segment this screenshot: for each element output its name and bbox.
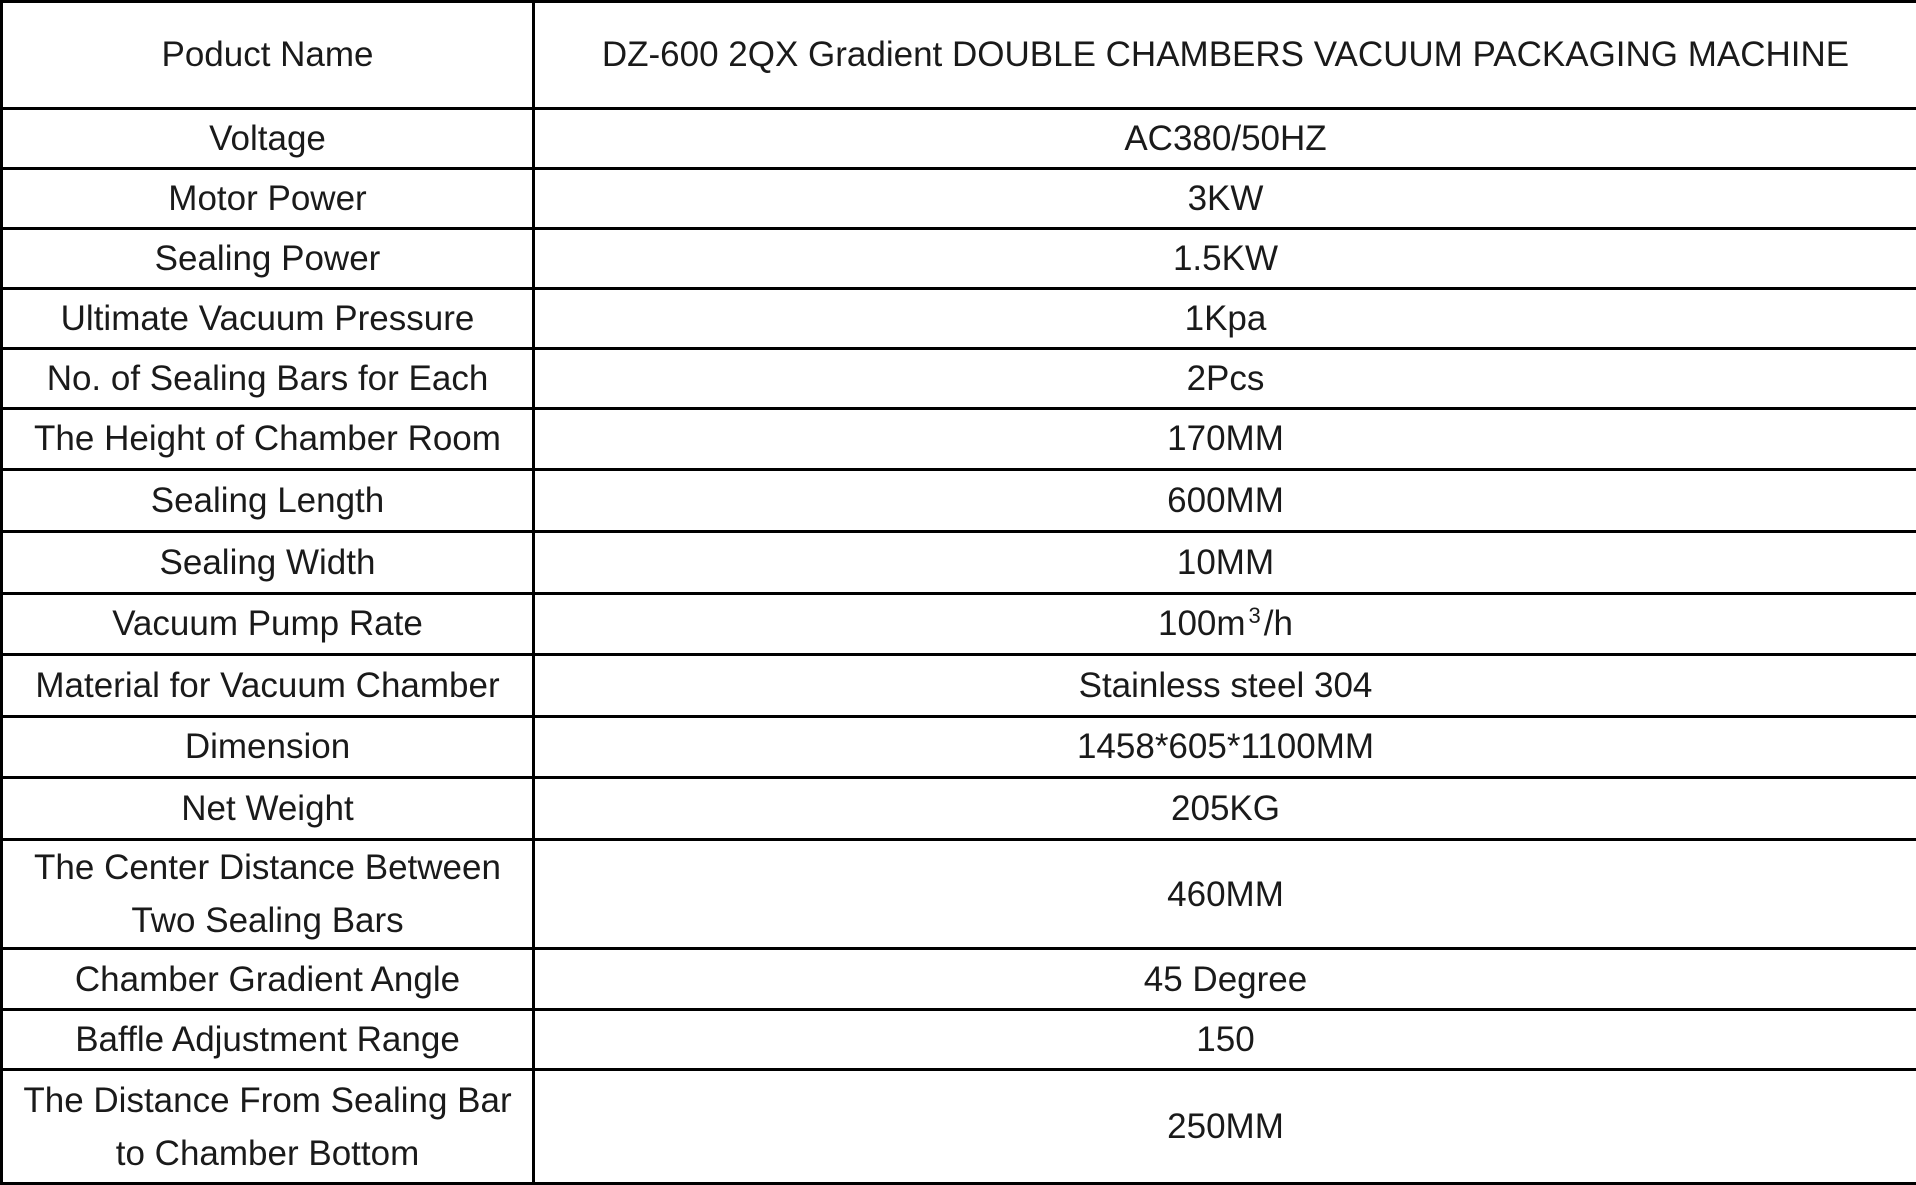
spec-value: 1458*605*1100MM: [534, 717, 1916, 778]
table-row-center-distance: [2, 840, 1916, 949]
table-row-ultimate-vacuum-pressure: [2, 289, 1916, 349]
spec-value: 3KW: [534, 169, 1916, 229]
spec-value: 10MM: [534, 532, 1916, 594]
spec-value: 250MM: [534, 1070, 1916, 1184]
spec-label: Baffle Adjustment Range: [2, 1010, 534, 1070]
product-name-value: DZ-600 2QX Gradient DOUBLE CHAMBERS VACUUM PACKAGING MACHINE: [534, 2, 1916, 109]
spec-value: [534, 594, 1916, 655]
spec-value: 600MM: [534, 470, 1916, 532]
table-row-sealing-bars-count: [2, 349, 1916, 409]
spec-label: The Distance From Sealing Bar to Chamber Bottom: [2, 1070, 534, 1184]
table-row-sealing-length: [2, 470, 1916, 532]
spec-value: AC380/50HZ: [534, 109, 1916, 169]
spec-value: 170MM: [534, 409, 1916, 470]
table-row-chamber-height: [2, 409, 1916, 470]
table-row-sealing-bar-distance: [2, 1070, 1916, 1184]
table-row-sealing-power: [2, 229, 1916, 289]
spec-value: 1.5KW: [534, 229, 1916, 289]
table-row-gradient-angle: [2, 949, 1916, 1010]
table-row-sealing-width: [2, 532, 1916, 594]
spec-label: The Center Distance Between Two Sealing Bars: [2, 840, 534, 949]
spec-label: The Height of Chamber Room: [2, 409, 534, 470]
spec-label: No. of Sealing Bars for Each: [2, 349, 534, 409]
table-row-voltage: [2, 109, 1916, 169]
spec-label: Sealing Power: [2, 229, 534, 289]
spec-label: Vacuum Pump Rate: [2, 594, 534, 655]
header-row: [2, 2, 1916, 109]
spec-value: 460MM: [534, 840, 1916, 949]
table-row-vacuum-pump-rate: [2, 594, 1916, 655]
spec-value: Stainless steel 304: [534, 655, 1916, 717]
rate-number: 100m: [1158, 604, 1246, 643]
spec-value: 2Pcs: [534, 349, 1916, 409]
spec-label: Net Weight: [2, 778, 534, 840]
spec-value: 150: [534, 1010, 1916, 1070]
table-row-dimension: [2, 717, 1916, 778]
table-row-motor-power: [2, 169, 1916, 229]
spec-value: 45 Degree: [534, 949, 1916, 1010]
product-name-label: Poduct Name: [2, 2, 534, 109]
spec-label: Ultimate Vacuum Pressure: [2, 289, 534, 349]
rate-unit: /h: [1264, 604, 1293, 643]
spec-label: Motor Power: [2, 169, 534, 229]
table-row-baffle-range: [2, 1010, 1916, 1070]
spec-value: 1Kpa: [534, 289, 1916, 349]
spec-value: 205KG: [534, 778, 1916, 840]
spec-label: Voltage: [2, 109, 534, 169]
spec-label: Material for Vacuum Chamber: [2, 655, 534, 717]
spec-label: Sealing Length: [2, 470, 534, 532]
table-row-chamber-material: [2, 655, 1916, 717]
rate-exponent: 3: [1249, 603, 1261, 628]
spec-label: Sealing Width: [2, 532, 534, 594]
table-row-net-weight: [2, 778, 1916, 840]
spec-label: Chamber Gradient Angle: [2, 949, 534, 1010]
spec-label: Dimension: [2, 717, 534, 778]
